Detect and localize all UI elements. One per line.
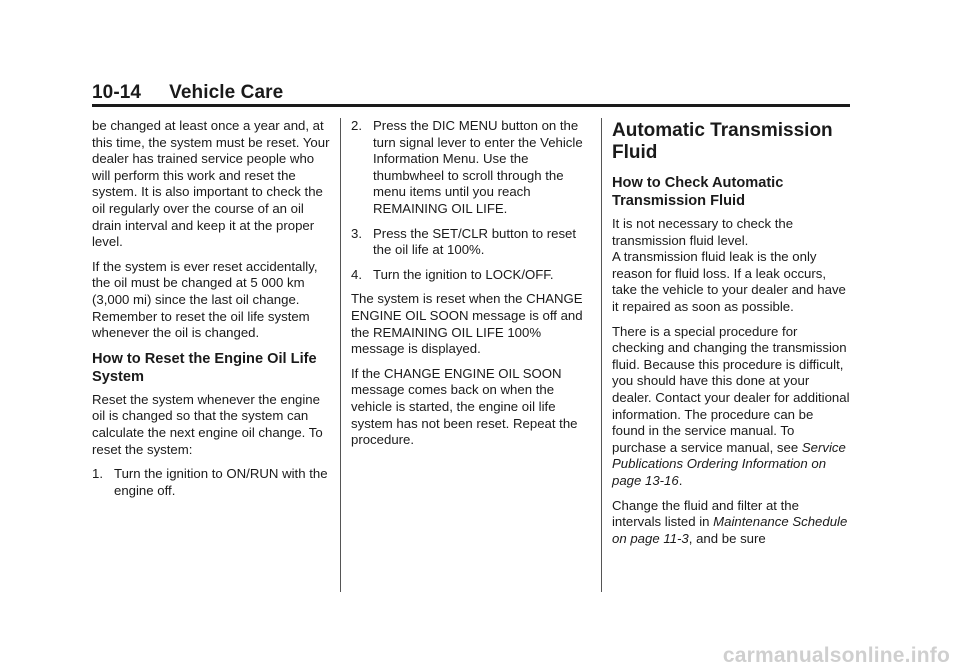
- heading-automatic-transmission-fluid: Automatic Transmission Fluid: [612, 120, 833, 163]
- subheading-reset-oil-life: How to Reset the Engine Oil Life System: [92, 350, 317, 385]
- list-number: 3.: [351, 225, 362, 241]
- column-1: [92, 118, 330, 507]
- paragraph: A transmission fluid leak is the only reason for fluid loss. If a leak occurs, take the vehicle to your dealer and have it repaired as soon as possible.: [612, 249, 846, 314]
- column-divider-1: [340, 118, 341, 592]
- list-text: Turn the ignition to ON/RUN with the engine off.: [114, 466, 328, 498]
- column-3: [612, 118, 850, 555]
- list-item: [351, 118, 589, 218]
- paragraph: The system is reset when the CHANGE ENGINE OIL SOON message is off and the REMAINING OIL LIFE 100% message is displayed.: [351, 291, 583, 357]
- paragraph: be changed at least once a year and, at this time, the system must be reset. Your dealer has trained service people who will perform this work and reset the system. It is also important to check the oil regularly over the course of an oil drain interval and keep it at the proper level.: [92, 118, 330, 250]
- paragraph-text: .: [678, 472, 683, 488]
- list-item: [351, 267, 589, 284]
- paragraph: [612, 324, 850, 490]
- cross-reference-link[interactable]: Service Publications Ordering Information on page 13-16: [612, 439, 846, 488]
- header-rule: [92, 104, 850, 107]
- list-text: Press the SET/CLR button to reset the oil life at 100%.: [373, 225, 577, 258]
- paragraph: It is not necessary to check the transmission fluid level.: [612, 216, 794, 248]
- list-number: 4.: [351, 266, 362, 282]
- column-divider-2: [601, 118, 602, 592]
- list-text: Press the DIC MENU button on the turn signal lever to enter the Vehicle Information Menu. Use the thumbwheel to scroll through the menu items until you reach REMAINING OIL LIFE.: [373, 118, 583, 216]
- list-text: Turn the ignition to LOCK/OFF.: [373, 266, 554, 282]
- subheading-check-transmission-fluid: How to Check Automatic Transmission Fluid: [612, 175, 784, 209]
- paragraph: Reset the system whenever the engine oil is changed so that the system can calculate the next engine oil change. To reset the system:: [92, 391, 323, 457]
- paragraph: If the CHANGE ENGINE OIL SOON message comes back on when the vehicle is started, the engine oil life system has not been reset. Repeat the procedure.: [351, 365, 578, 448]
- page-number: 10-14: [92, 82, 142, 103]
- page-header: [92, 82, 283, 104]
- list-item: [92, 466, 330, 499]
- paragraph: [612, 498, 850, 548]
- list-item: [351, 226, 589, 259]
- cross-reference-link[interactable]: Maintenance Schedule on page 11-3: [612, 514, 848, 546]
- list-number: 2.: [351, 118, 362, 133]
- watermark: carmanualsonline.info: [722, 644, 950, 667]
- paragraph-text: There is a special procedure for checking and changing the transmission fluid. Because this procedure is difficult, you should have this done at your dealer. Contact your dealer for additional information. The procedure can be found in the service manual. To purchase a service manual, see: [612, 323, 850, 455]
- list-number: 1.: [92, 466, 103, 482]
- paragraph-text: Change the fluid and filter at the intervals listed in: [612, 497, 799, 530]
- section-title: Vehicle Care: [169, 82, 284, 103]
- paragraph-text: , and be sure: [688, 530, 766, 546]
- column-2: [351, 118, 589, 457]
- paragraph: If the system is ever reset accidentally, the oil must be changed at 5 000 km (3,000 mi) since the last oil change. Remember to reset the oil life system whenever the oil is changed.: [92, 258, 318, 341]
